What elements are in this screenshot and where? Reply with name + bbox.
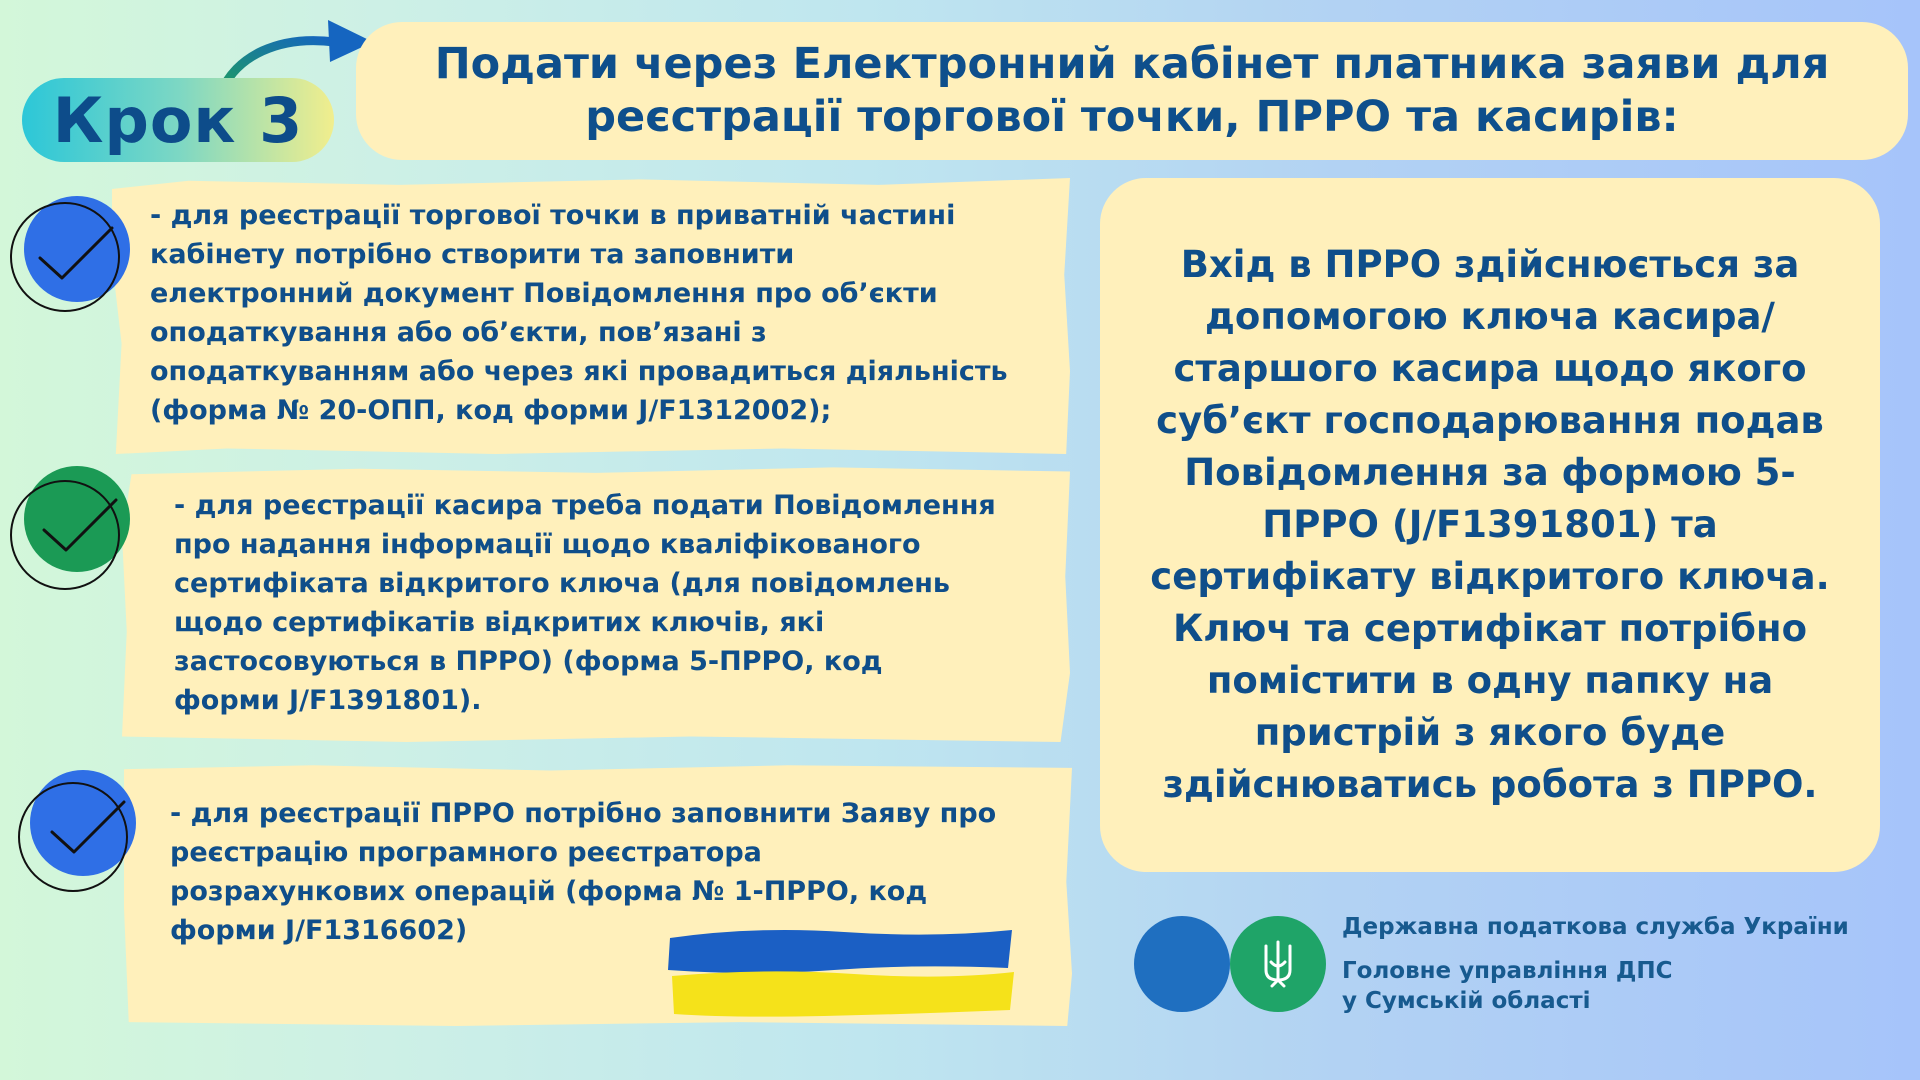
card2-line: форми J/F1391801). <box>174 685 482 716</box>
login-info-box <box>1100 178 1880 872</box>
card2-line: - для реєстрації касира треба подати Повідомлення <box>174 490 996 521</box>
ukraine-flag-icon <box>664 924 1020 1022</box>
trident-icon <box>1230 916 1326 1012</box>
org-name: Державна податкова служба України <box>1342 914 1849 940</box>
card-text-cashier <box>174 486 1054 720</box>
info-line: ПРРО (J/F1391801) та <box>1262 503 1718 546</box>
card3-line: - для реєстрації ПРРО потрібно заповнити Заяву про <box>170 798 997 829</box>
title-line-1: Подати через Електронний кабінет платника заяви для <box>434 39 1830 89</box>
logo-blue-circle <box>1134 916 1230 1012</box>
info-line: здійснюватись робота з ПРРО. <box>1162 763 1818 806</box>
title-line-2: реєстрації торгової точки, ПРРО та касирів: <box>585 92 1679 142</box>
card1-line: (форма № 20-ОПП, код форми J/F1312002); <box>150 395 832 426</box>
step-label: Крок 3 <box>52 83 304 157</box>
card1-line: оподаткування або об’єкти, пов’язані з <box>150 317 767 348</box>
info-line: помістити в одну папку на <box>1206 659 1774 702</box>
step-badge <box>22 78 334 162</box>
check-icon <box>10 192 130 312</box>
card-text-objects <box>150 196 1050 430</box>
info-line: старшого касира щодо якого <box>1173 347 1807 390</box>
card2-line: застосовуються в ПРРО) (форма 5-ПРРО, код <box>174 646 883 677</box>
check-icon <box>18 768 138 888</box>
card2-line: про надання інформації щодо кваліфікованого <box>174 529 921 560</box>
org-region: у Сумській області <box>1342 988 1591 1014</box>
info-line: пристрій з якого буде <box>1254 711 1726 754</box>
info-line: сертифікату відкритого ключа. <box>1150 555 1830 598</box>
card3-line: розрахункових операцій (форма № 1-ПРРО, код <box>170 876 928 907</box>
check-icon <box>10 466 130 586</box>
card2-line: щодо сертифікатів відкритих ключів, які <box>174 607 825 638</box>
info-line: Повідомлення за формою 5- <box>1184 451 1796 494</box>
org-department: Головне управління ДПС <box>1342 958 1673 984</box>
card1-line: - для реєстрації торгової точки в приватній частині <box>150 200 956 231</box>
info-line: допомогою ключа касира/ <box>1205 295 1775 338</box>
info-line: Вхід в ПРРО здійснюється за <box>1180 243 1800 286</box>
card3-line: форми J/F1316602) <box>170 915 468 946</box>
card3-line: реєстрацію програмного реєстратора <box>170 837 762 868</box>
card1-line: електронний документ Повідомлення про об’єкти <box>150 278 938 309</box>
card1-line: кабінету потрібно створити та заповнити <box>150 239 795 270</box>
page-title <box>356 22 1908 160</box>
info-line: суб’єкт господарювання подав <box>1156 399 1824 442</box>
card2-line: сертифіката відкритого ключа (для повідомлень <box>174 568 950 599</box>
info-line: Ключ та сертифікат потрібно <box>1173 607 1807 650</box>
card1-line: оподаткуванням або через які провадиться діяльність <box>150 356 1008 387</box>
